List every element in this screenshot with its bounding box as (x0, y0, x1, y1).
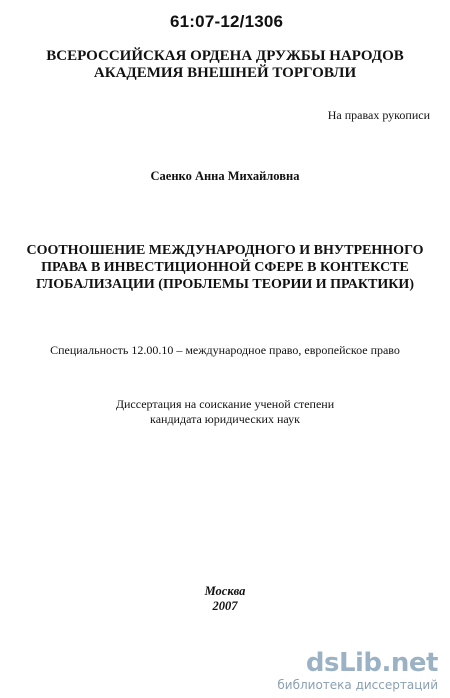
watermark-logo-text: dsLib.net (305, 648, 438, 678)
registry-number: 61:07-12/1306 (170, 12, 284, 31)
institution-line-1: ВСЕРОССИЙСКАЯ ОРДЕНА ДРУЖБЫ НАРОДОВ (46, 48, 404, 64)
dissertation-line-2: кандидата юридических наук (150, 412, 300, 426)
institution-line-2: АКАДЕМИЯ ВНЕШНЕЙ ТОРГОВЛИ (93, 65, 357, 81)
dissertation-line-1: Диссертация на соискание ученой степени (115, 397, 335, 411)
specialty-line: Специальность 12.00.10 – международное право, европейское право (50, 343, 400, 357)
title-line-1: СООТНОШЕНИЕ МЕЖДУНАРОДНОГО И ВНУТРЕННОГО (26, 243, 424, 258)
author-name: Саенко Анна Михайловна (150, 169, 300, 183)
title-line-2: ПРАВА В ИНВЕСТИЦИОННОЙ СФЕРЕ В КОНТЕКСТЕ (41, 260, 409, 275)
city: Москва (204, 584, 246, 598)
year: 2007 (212, 599, 238, 613)
rights-note: На правах рукописи (327, 108, 430, 122)
title-line-3: ГЛОБАЛИЗАЦИИ (ПРОБЛЕМЫ ТЕОРИИ И ПРАКТИКИ) (36, 277, 414, 292)
watermark-logo[interactable] (238, 648, 438, 692)
watermark-caption: библиотека диссертаций (277, 678, 438, 692)
